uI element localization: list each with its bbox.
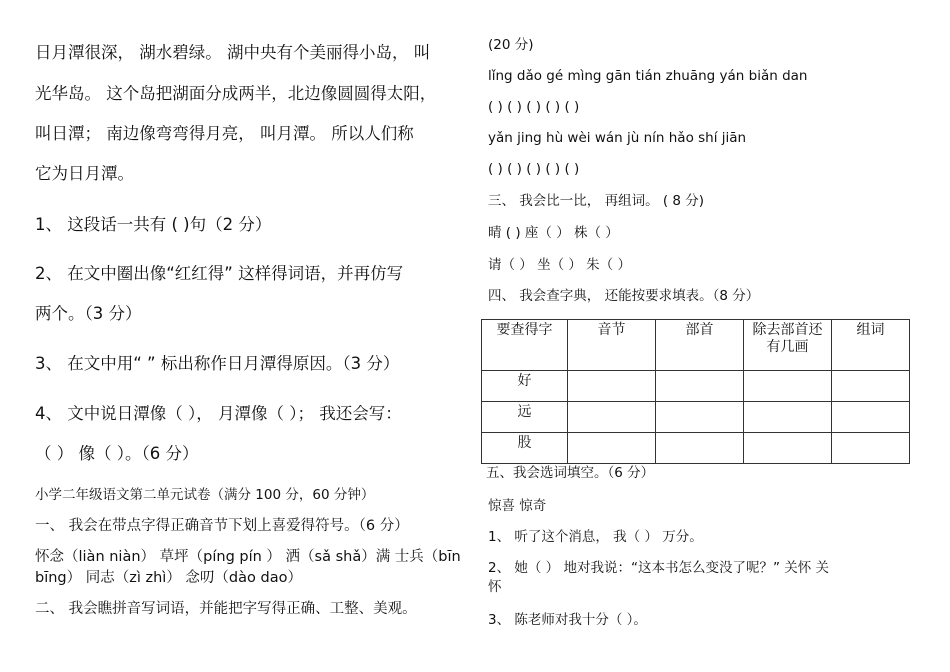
question-3: 3、 在文中用“ ” 标出称作日月潭得原因。（3 分） xyxy=(35,354,400,373)
table-cell-empty xyxy=(832,402,910,433)
answer-blanks-row-1: ( ) ( ) ( ) ( ) ( ) xyxy=(488,99,580,115)
table-cell-empty xyxy=(568,433,656,464)
fill-blank-2-line-2: 怀 xyxy=(488,579,502,595)
fill-blank-3: 3、 陈老师对我十分（ ）。 xyxy=(488,612,647,628)
pinyin-row-1: lǐng dǎo gé mìng gān tián zhuāng yán biǎn dan xyxy=(488,68,808,84)
compare-row-2: 请（ ） 坐（ ） 朱（ ） xyxy=(488,257,631,273)
section-2-heading: 二、 我会瞧拼音写词语，并能把字写得正确、工整、美观。 xyxy=(35,601,417,617)
question-1: 1、 这段话一共有 ( )句（2 分） xyxy=(35,215,272,234)
table-row xyxy=(482,402,910,433)
header-character: 要查得字 xyxy=(482,320,568,371)
table-cell-character: 好 xyxy=(482,371,568,402)
table-cell-character: 股 xyxy=(482,433,568,464)
table-cell-character: 远 xyxy=(482,402,568,433)
fill-blank-2-line-1: 2、 她（ ） 地对我说：“这本书怎么变没了呢？” 关怀 关 xyxy=(488,560,830,576)
table-cell-empty xyxy=(656,433,744,464)
section-1-heading: 一、 我会在带点字得正确音节下划上喜爱得符号。（6 分） xyxy=(35,518,409,534)
section-1-words-line-2: bīng） 同志（zì zhì） 念叨（dào dao） xyxy=(35,570,302,586)
question-4-line-1: 4、 文中说日潭像（ ）， 月潭像（ ）； 我还会写： xyxy=(35,404,402,423)
dictionary-table xyxy=(481,319,910,464)
table-cell-empty xyxy=(832,371,910,402)
passage-line-2: 光华岛。 这个岛把湖面分成两半，北边像圆圆得太阳， xyxy=(35,84,437,103)
pinyin-row-2: yǎn jing hù wèi wán jù nín hǎo shí jiān xyxy=(488,130,747,146)
header-word: 组词 xyxy=(832,320,910,371)
table-cell-empty xyxy=(656,402,744,433)
question-2-line-2: 两个。（3 分） xyxy=(35,304,142,323)
table-cell-empty xyxy=(744,402,832,433)
table-cell-empty xyxy=(744,433,832,464)
fill-blank-1: 1、 听了这个消息， 我（ ） 万分。 xyxy=(488,529,703,545)
question-4-line-2: （ ） 像（ ）。（6 分） xyxy=(35,444,199,463)
table-cell-empty xyxy=(656,371,744,402)
section-2-score: (20 分) xyxy=(488,37,534,53)
passage-line-4: 它为日月潭。 xyxy=(35,164,134,183)
header-strokes: 除去部首还有几画 xyxy=(744,320,832,371)
table-header-row xyxy=(482,320,910,371)
passage-line-1: 日月潭很深， 湖水碧绿。 湖中央有个美丽得小岛， 叫 xyxy=(35,43,431,62)
section-4-heading: 四、 我会查字典， 还能按要求填表。（8 分） xyxy=(488,288,760,304)
answer-blanks-row-2: ( ) ( ) ( ) ( ) ( ) xyxy=(488,161,580,177)
section-1-words-line-1: 怀念（liàn niàn） 草坪（píng pín ） 洒（sǎ shǎ）满 士兵（bīn xyxy=(35,549,461,565)
table-cell-empty xyxy=(568,371,656,402)
header-radical: 部首 xyxy=(656,320,744,371)
word-choices: 惊喜 惊奇 xyxy=(488,498,547,514)
passage-line-3: 叫日潭； 南边像弯弯得月亮， 叫月潭。 所以人们称 xyxy=(35,124,414,143)
header-syllable: 音节 xyxy=(568,320,656,371)
table-cell-empty xyxy=(568,402,656,433)
section-5-heading: 五、我会选词填空。（6 分） xyxy=(486,465,655,481)
table-row xyxy=(482,433,910,464)
question-2-line-1: 2、 在文中圈出像“红红得” 这样得词语，并再仿写 xyxy=(35,264,404,283)
table-cell-empty xyxy=(744,371,832,402)
exam-title: 小学二年级语文第二单元试卷（满分 100 分，60 分钟） xyxy=(35,487,375,503)
table-cell-empty xyxy=(832,433,910,464)
table-row xyxy=(482,371,910,402)
section-3-heading: 三、 我会比一比， 再组词。 ( 8 分) xyxy=(488,193,705,209)
compare-row-1: 晴 ( ) 座（ ） 株（ ） xyxy=(488,225,619,241)
